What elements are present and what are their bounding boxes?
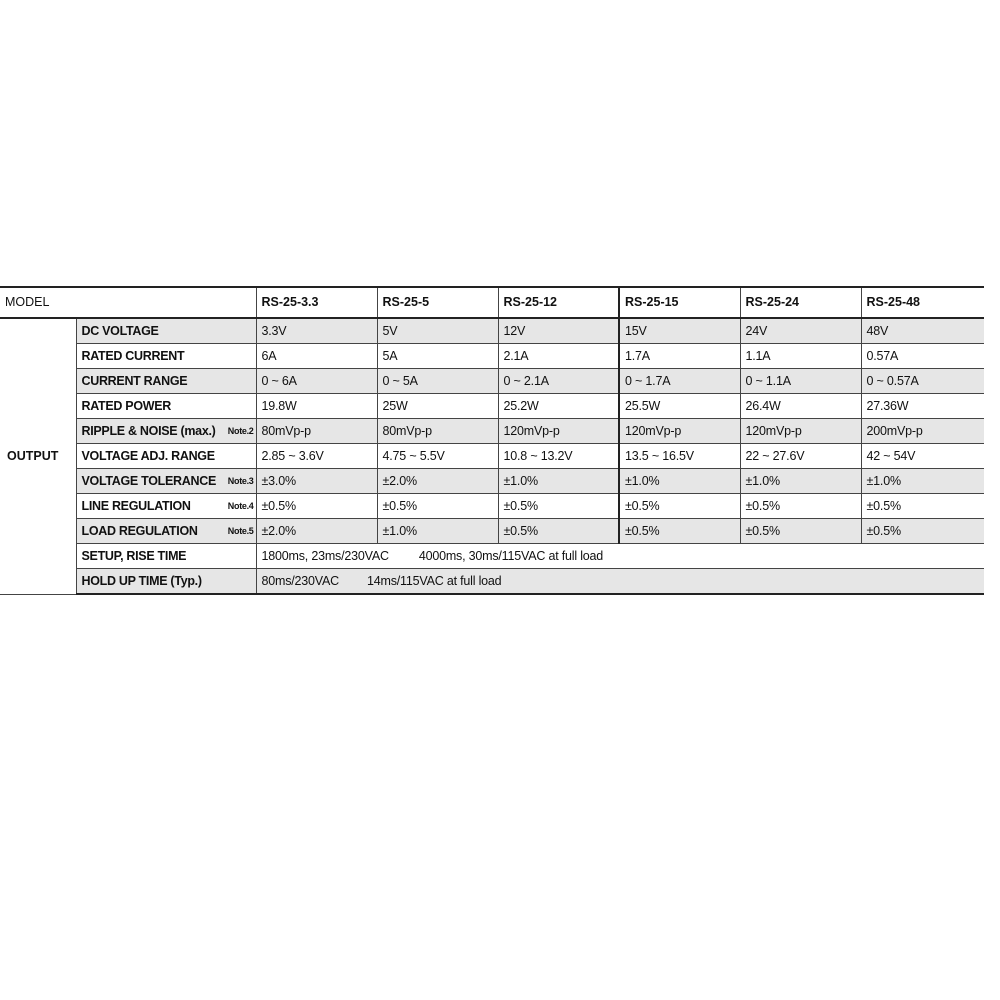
voltage-tolerance-row <box>0 469 984 494</box>
voltage-tolerance-value: ±1.0% <box>740 469 861 494</box>
model-rs-25-5: RS-25-5 <box>377 287 498 318</box>
voltage-tolerance-note: Note.3 <box>227 476 254 486</box>
current-range-value: 0 ~ 1.1A <box>740 369 861 394</box>
hold-up-value <box>256 569 984 595</box>
voltage-adj-row <box>0 444 984 469</box>
ripple-noise-value: 120mVp-p <box>619 419 740 444</box>
load-regulation-value: ±1.0% <box>377 519 498 544</box>
line-regulation-value: ±0.5% <box>256 494 377 519</box>
load-regulation-value: ±2.0% <box>256 519 377 544</box>
load-regulation-label <box>76 519 256 544</box>
voltage-adj-value: 22 ~ 27.6V <box>740 444 861 469</box>
dc-voltage-value: 24V <box>740 318 861 344</box>
voltage-adj-value: 4.75 ~ 5.5V <box>377 444 498 469</box>
line-regulation-value: ±0.5% <box>619 494 740 519</box>
model-rs-25-48: RS-25-48 <box>861 287 984 318</box>
setup-rise-value-a: 1800ms, 23ms/230VAC <box>261 549 389 563</box>
line-regulation-value: ±0.5% <box>861 494 984 519</box>
rated-power-value: 19.8W <box>256 394 377 419</box>
dc-voltage-value: 12V <box>498 318 619 344</box>
rated-current-row <box>0 344 984 369</box>
rated-current-value: 2.1A <box>498 344 619 369</box>
dc-voltage-label: DC VOLTAGE <box>76 318 256 344</box>
hold-up-row <box>0 569 984 595</box>
current-range-value: 0 ~ 1.7A <box>619 369 740 394</box>
rated-current-value: 0.57A <box>861 344 984 369</box>
model-rs-25-15: RS-25-15 <box>619 287 740 318</box>
line-regulation-value: ±0.5% <box>740 494 861 519</box>
voltage-tolerance-value: ±3.0% <box>256 469 377 494</box>
load-regulation-value: ±0.5% <box>498 519 619 544</box>
voltage-tolerance-label-text: VOLTAGE TOLERANCE <box>81 474 216 488</box>
line-regulation-value: ±0.5% <box>498 494 619 519</box>
rated-power-value: 25.2W <box>498 394 619 419</box>
load-regulation-value: ±0.5% <box>861 519 984 544</box>
setup-rise-value <box>256 544 984 569</box>
dc-voltage-value: 15V <box>619 318 740 344</box>
dc-voltage-value: 3.3V <box>256 318 377 344</box>
rated-power-value: 25W <box>377 394 498 419</box>
rated-power-label: RATED POWER <box>76 394 256 419</box>
voltage-adj-label: VOLTAGE ADJ. RANGE <box>76 444 256 469</box>
setup-rise-row <box>0 544 984 569</box>
rated-current-value: 5A <box>377 344 498 369</box>
ripple-noise-label-text: RIPPLE & NOISE (max.) <box>81 424 216 438</box>
current-range-value: 0 ~ 0.57A <box>861 369 984 394</box>
output-spec-table <box>0 286 984 595</box>
load-regulation-value: ±0.5% <box>619 519 740 544</box>
current-range-label: CURRENT RANGE <box>76 369 256 394</box>
ripple-noise-note: Note.2 <box>227 426 254 436</box>
rated-power-value: 27.36W <box>861 394 984 419</box>
ripple-noise-label <box>76 419 256 444</box>
ripple-noise-row <box>0 419 984 444</box>
ripple-noise-value: 80mVp-p <box>377 419 498 444</box>
model-label: MODEL <box>0 287 256 318</box>
setup-rise-value-b: 4000ms, 30ms/115VAC at full load <box>418 549 604 563</box>
voltage-tolerance-value: ±1.0% <box>498 469 619 494</box>
dc-voltage-row <box>0 318 984 344</box>
voltage-adj-value: 13.5 ~ 16.5V <box>619 444 740 469</box>
load-regulation-row <box>0 519 984 544</box>
model-rs-25-24: RS-25-24 <box>740 287 861 318</box>
voltage-tolerance-value: ±1.0% <box>619 469 740 494</box>
line-regulation-value: ±0.5% <box>377 494 498 519</box>
line-regulation-note: Note.4 <box>227 501 254 511</box>
hold-up-label: HOLD UP TIME (Typ.) <box>76 569 256 595</box>
line-regulation-label <box>76 494 256 519</box>
setup-rise-label: SETUP, RISE TIME <box>76 544 256 569</box>
line-regulation-label-text: LINE REGULATION <box>81 499 191 513</box>
voltage-tolerance-label <box>76 469 256 494</box>
current-range-value: 0 ~ 5A <box>377 369 498 394</box>
rated-power-row <box>0 394 984 419</box>
model-rs-25-3.3: RS-25-3.3 <box>256 287 377 318</box>
dc-voltage-value: 48V <box>861 318 984 344</box>
load-regulation-note: Note.5 <box>227 526 254 536</box>
rated-current-value: 1.7A <box>619 344 740 369</box>
voltage-adj-value: 10.8 ~ 13.2V <box>498 444 619 469</box>
rated-current-label: RATED CURRENT <box>76 344 256 369</box>
output-group-label: OUTPUT <box>0 318 76 594</box>
model-header-row <box>0 287 984 318</box>
model-rs-25-12: RS-25-12 <box>498 287 619 318</box>
ripple-noise-value: 120mVp-p <box>498 419 619 444</box>
ripple-noise-value: 200mVp-p <box>861 419 984 444</box>
ripple-noise-value: 80mVp-p <box>256 419 377 444</box>
voltage-adj-value: 2.85 ~ 3.6V <box>256 444 377 469</box>
load-regulation-label-text: LOAD REGULATION <box>81 524 198 538</box>
voltage-adj-value: 42 ~ 54V <box>861 444 984 469</box>
rated-current-value: 1.1A <box>740 344 861 369</box>
line-regulation-row <box>0 494 984 519</box>
rated-power-value: 26.4W <box>740 394 861 419</box>
hold-up-value-b: 14ms/115VAC at full load <box>367 574 502 588</box>
ripple-noise-value: 120mVp-p <box>740 419 861 444</box>
rated-power-value: 25.5W <box>619 394 740 419</box>
voltage-tolerance-value: ±2.0% <box>377 469 498 494</box>
current-range-row <box>0 369 984 394</box>
rated-current-value: 6A <box>256 344 377 369</box>
dc-voltage-value: 5V <box>377 318 498 344</box>
current-range-value: 0 ~ 6A <box>256 369 377 394</box>
voltage-tolerance-value: ±1.0% <box>861 469 984 494</box>
hold-up-value-a: 80ms/230VAC <box>261 574 339 588</box>
current-range-value: 0 ~ 2.1A <box>498 369 619 394</box>
load-regulation-value: ±0.5% <box>740 519 861 544</box>
